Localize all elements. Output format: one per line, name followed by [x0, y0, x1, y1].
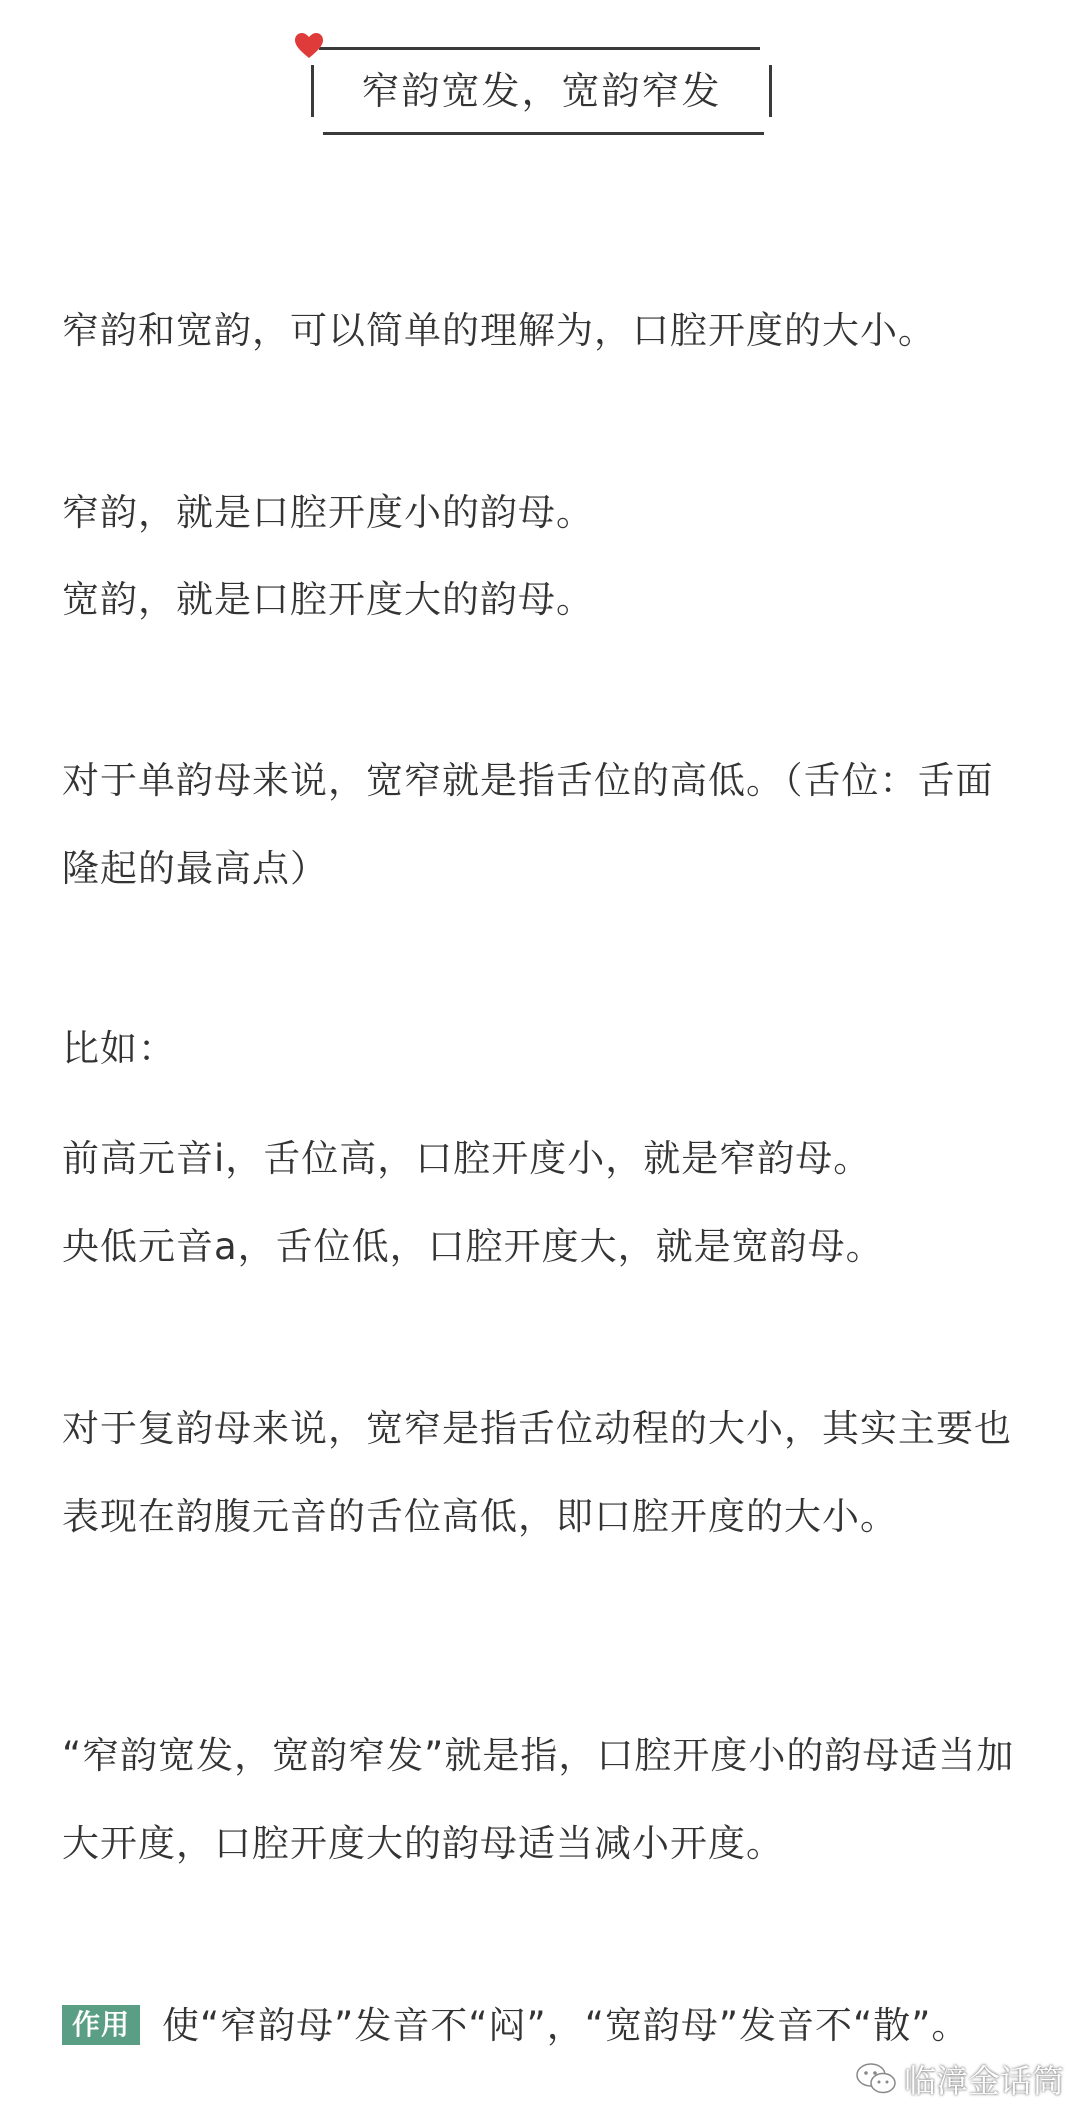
- heart-icon: [295, 33, 323, 59]
- page-title: 窄韵宽发，宽韵窄发: [361, 69, 722, 113]
- paragraph-intro: 窄韵和宽韵，可以简单的理解为，口腔开度的大小。: [62, 309, 936, 352]
- paragraph-compound-vowel: 对于复韵母来说，宽窄是指舌位动程的大小，其实主要也表现在韵腹元音的舌位高低，即口腔开度的大小。: [62, 1407, 1012, 1538]
- paragraph-example-intro: 比如：: [62, 1027, 176, 1070]
- wechat-icon: [856, 2062, 896, 2096]
- title-frame: [311, 47, 772, 135]
- title-frame-bottom-line: [323, 132, 764, 135]
- paragraph-wide-rhyme: 宽韵，就是口腔开度大的韵母。: [62, 578, 594, 621]
- title-frame-top-line: [319, 47, 760, 50]
- paragraph-example-i: 前高元音i，舌位高，口腔开度小，就是窄韵母。: [62, 1137, 872, 1180]
- paragraph-narrow-rhyme: 窄韵，就是口腔开度小的韵母。: [62, 491, 594, 534]
- paragraph-example-a: 央低元音a，舌位低，口腔开度大，就是宽韵母。: [62, 1225, 884, 1268]
- function-tag: 作用: [62, 2005, 140, 2045]
- paragraph-summary: “窄韵宽发，宽韵窄发”就是指，口腔开度小的韵母适当加大开度，口腔开度大的韵母适当减小开度。: [62, 1734, 1015, 1865]
- watermark: [856, 2056, 1064, 2102]
- function-text: 使“窄韵母”发音不“闷”，“宽韵母”发音不“散”。: [162, 2004, 970, 2047]
- watermark-text: 临漳金话筒: [903, 2062, 1064, 2100]
- paragraph-single-vowel: 对于单韵母来说，宽窄就是指舌位的高低。（舌位：舌面隆起的最高点）: [62, 759, 994, 890]
